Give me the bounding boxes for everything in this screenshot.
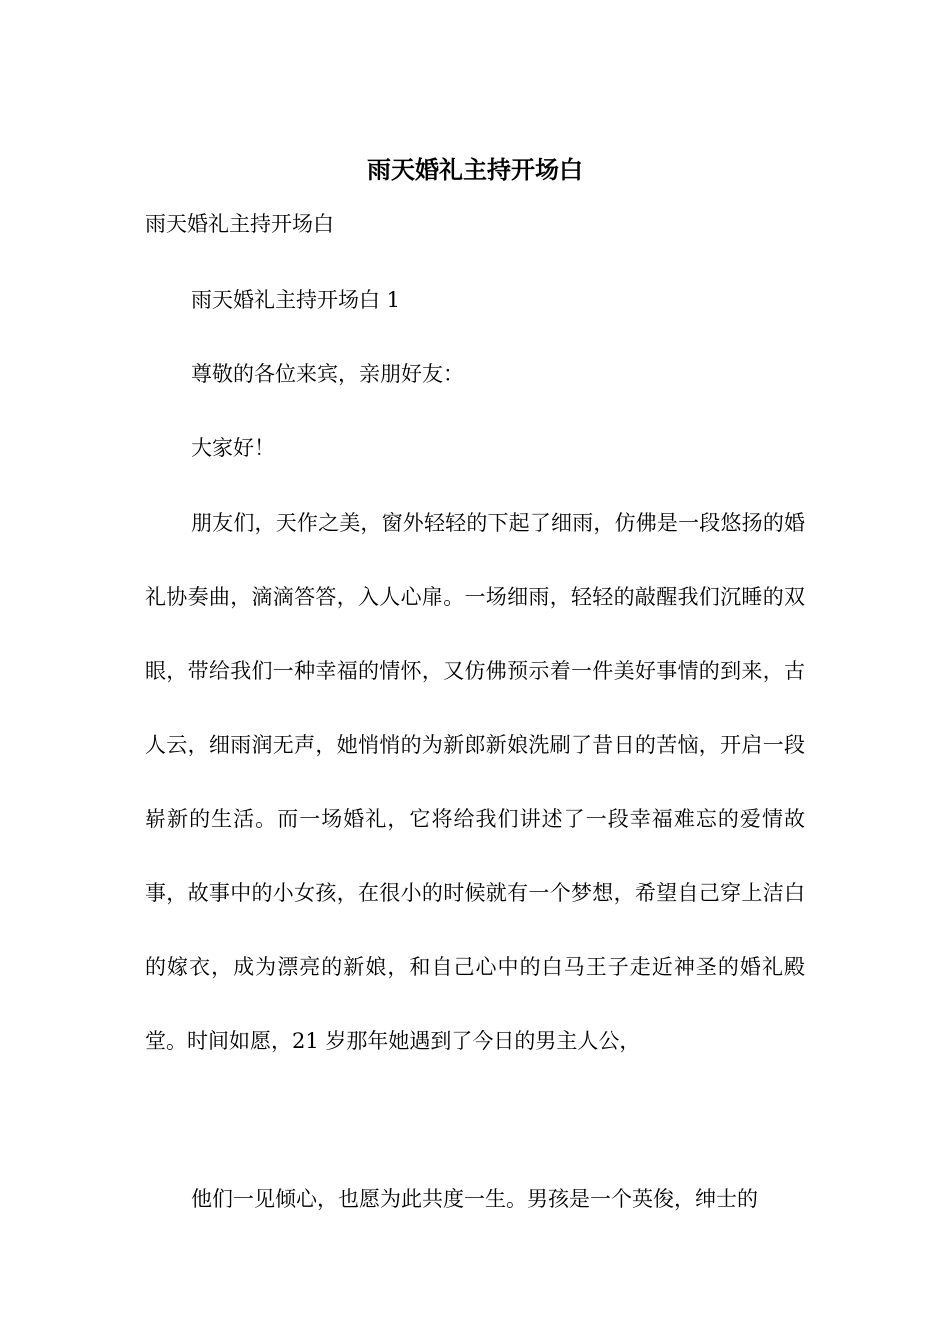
body-paragraph-2: 他们一见倾心，也愿为此共度一生。男孩是一个英俊，绅士的 (191, 1187, 758, 1211)
greeting-paragraph: 尊敬的各位来宾，亲朋好友： (191, 362, 464, 386)
section-heading: 雨天婚礼主持开场白 1 (191, 288, 401, 312)
document-subtitle: 雨天婚礼主持开场白 (145, 212, 334, 236)
body-paragraph-1: 朋友们，天作之美，窗外轻轻的下起了细雨，仿佛是一段悠扬的婚礼协奏曲，滴滴答答，入人心扉。一场细雨，轻轻的敲醒我们沉睡的双眼，带给我们一种幸福的情怀，又仿佛预示着一件美好事情的到来，古人云，细雨润无声，她悄悄的为新郎新娘洗刷了昔日的苦恼，开启一段崭新的生活。而一场婚礼，它将给我们讲述了一段幸福难忘的爱情故事，故事中的小女孩，在很小的时候就有一个梦想，希望自己穿上洁白的嫁衣，成为漂亮的新娘，和自己心中的白马王子走近神圣的婚礼殿堂。时间如愿，21 岁那年她遇到了今日的男主人公， (145, 511, 805, 1053)
hello-paragraph: 大家好！ (191, 436, 275, 460)
document-title: 雨天婚礼主持开场白 (367, 156, 583, 184)
